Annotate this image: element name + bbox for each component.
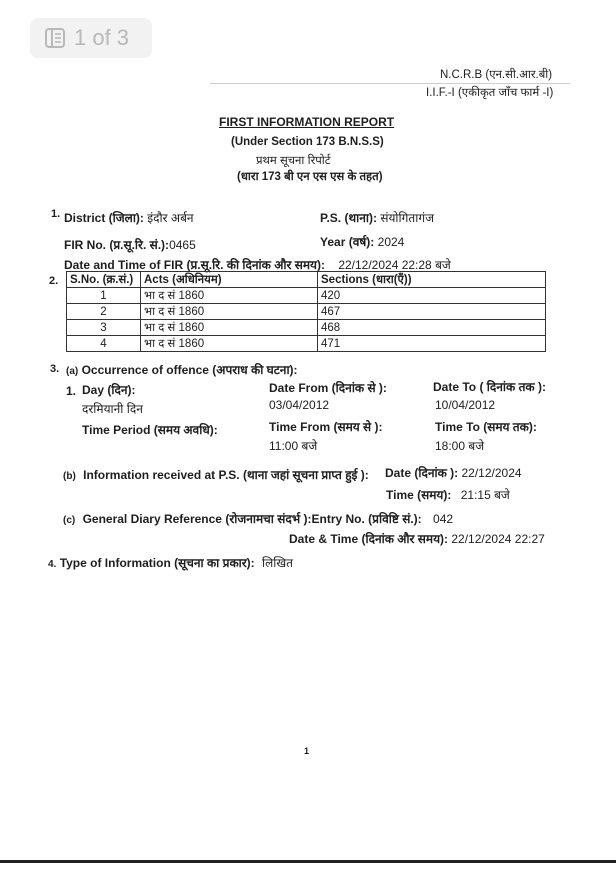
time-to-label: Time To (समय तक): <box>435 420 537 434</box>
document-subtitle-hindi: (धारा 173 बी एन एस एस के तहत) <box>237 171 383 183</box>
year-value: 2024 <box>377 235 405 249</box>
info-received-date-value: 22/12/2024 <box>461 466 522 480</box>
iif-label: I.I.F.-I (एकीकृत जाँच फार्म -I) <box>426 87 554 99</box>
fir-value: 0465 <box>169 238 196 252</box>
section-3-number: 3. <box>50 363 60 375</box>
time-from-label: Time From (समय से ): <box>269 420 383 434</box>
day-number: 1. <box>66 384 77 398</box>
document-title: FIRST INFORMATION REPORT <box>219 115 395 129</box>
ps-row <box>320 209 434 226</box>
gd-datetime-row <box>289 530 545 547</box>
info-received-time-value: 21:15 बजे <box>460 488 510 502</box>
cell-act: भा द सं 1860 <box>141 320 318 336</box>
gd-reference-tag: (c) <box>63 515 76 526</box>
cell-section: 467 <box>318 304 546 320</box>
info-received-tag: (b) <box>63 471 76 482</box>
document-subtitle: (Under Section 173 B.N.S.S) <box>231 136 384 148</box>
column-header-sections: Sections (धारा(एँ)) <box>318 272 546 288</box>
occurrence-label: Occurrence of offence (अपराध की घटना): <box>81 363 298 377</box>
district-row <box>64 209 194 226</box>
district-label: District (जिला): <box>64 211 144 225</box>
info-type-row <box>48 554 293 571</box>
cell-act: भा द सं 1860 <box>141 304 318 320</box>
ncrb-label: N.C.R.B (एन.सी.आर.बी) <box>440 69 553 81</box>
cell-act: भा द सं 1860 <box>141 288 318 304</box>
day-value: दरमियानी दिन <box>82 402 143 416</box>
cell-section: 468 <box>318 320 546 336</box>
gd-datetime-label: Date & Time (दिनांक और समय): <box>289 532 449 546</box>
cell-section: 471 <box>318 336 546 352</box>
cell-sno: 1 <box>67 288 141 304</box>
ps-value: संयोगितागंज <box>380 211 434 225</box>
info-received-date <box>385 464 522 481</box>
gd-datetime-value: 22/12/2024 22:27 <box>451 532 545 546</box>
cell-section: 420 <box>318 288 546 304</box>
document-title-hindi: प्रथम सूचना रिपोर्ट <box>256 155 331 167</box>
ps-label: P.S. (थाना): <box>320 211 377 225</box>
date-to-value: 10/04/2012 <box>435 398 496 412</box>
date-from-label: Date From (दिनांक से ): <box>269 381 387 395</box>
section-4-number: 4. <box>48 559 57 570</box>
district-value: इंदौर अर्बन <box>147 211 194 225</box>
occurrence-heading <box>66 361 298 378</box>
gd-entry-value: 042 <box>433 512 454 526</box>
gd-reference-label: General Diary Reference (रोजनामचा संदर्भ ): <box>82 512 312 526</box>
time-to-value: 18:00 बजे <box>435 439 485 453</box>
cell-sno: 4 <box>67 336 141 352</box>
year-label: Year (वर्ष): <box>320 235 375 249</box>
section-1-number: 1. <box>51 208 61 220</box>
column-header-sno: S.No. (क्र.सं.) <box>67 272 141 288</box>
info-received-row <box>63 466 369 483</box>
gd-reference-row <box>63 510 453 527</box>
year-row <box>320 233 404 250</box>
info-type-label: Type of Information (सूचना का प्रकार): <box>59 556 255 570</box>
fir-label: FIR No. (प्र.सू.रि. सं.): <box>64 238 170 252</box>
fir-row <box>64 236 196 253</box>
info-received-time-label: Time (समय): <box>386 488 452 502</box>
occurrence-tag: (a) <box>66 366 79 377</box>
table-row <box>67 336 546 352</box>
page-icon <box>44 27 66 49</box>
section-2-number: 2. <box>49 275 59 287</box>
info-received-date-label: Date (दिनांक ): <box>385 466 459 480</box>
info-type-value: लिखित <box>262 556 294 570</box>
table-row <box>67 320 546 336</box>
time-period-label: Time Period (समय अवधि): <box>82 423 218 437</box>
page-indicator[interactable] <box>30 18 152 58</box>
page-number: 1 <box>304 746 310 756</box>
gd-entry-label: Entry No. (प्रविष्टि सं.): <box>311 512 422 526</box>
fir-datetime-value: 22/12/2024 22:28 बजे <box>338 258 451 272</box>
date-from-value: 03/04/2012 <box>269 398 330 412</box>
day-label: Day (दिन): <box>82 383 136 397</box>
table-header-row <box>67 272 546 288</box>
date-to-label: Date To ( दिनांक तक ): <box>433 380 546 394</box>
acts-sections-table <box>66 271 546 352</box>
info-received-label: Information received at P.S. (थाना जहां सूचना प्राप्त हुई ): <box>83 468 369 482</box>
cell-act: भा द सं 1860 <box>141 336 318 352</box>
header-rule <box>210 83 570 84</box>
cell-sno: 3 <box>67 320 141 336</box>
cell-sno: 2 <box>67 304 141 320</box>
fir-datetime-label: Date and Time of FIR (प्र.सू.रि. की दिनांक और समय): <box>64 258 325 272</box>
column-header-acts: Acts (अधिनियम) <box>141 272 318 288</box>
info-received-time <box>386 486 510 503</box>
time-from-value: 11:00 बजे <box>269 439 318 453</box>
page-indicator-text: 1 of 3 <box>74 25 130 50</box>
table-row <box>67 304 546 320</box>
table-row <box>67 288 546 304</box>
page-bottom-edge <box>0 860 616 863</box>
